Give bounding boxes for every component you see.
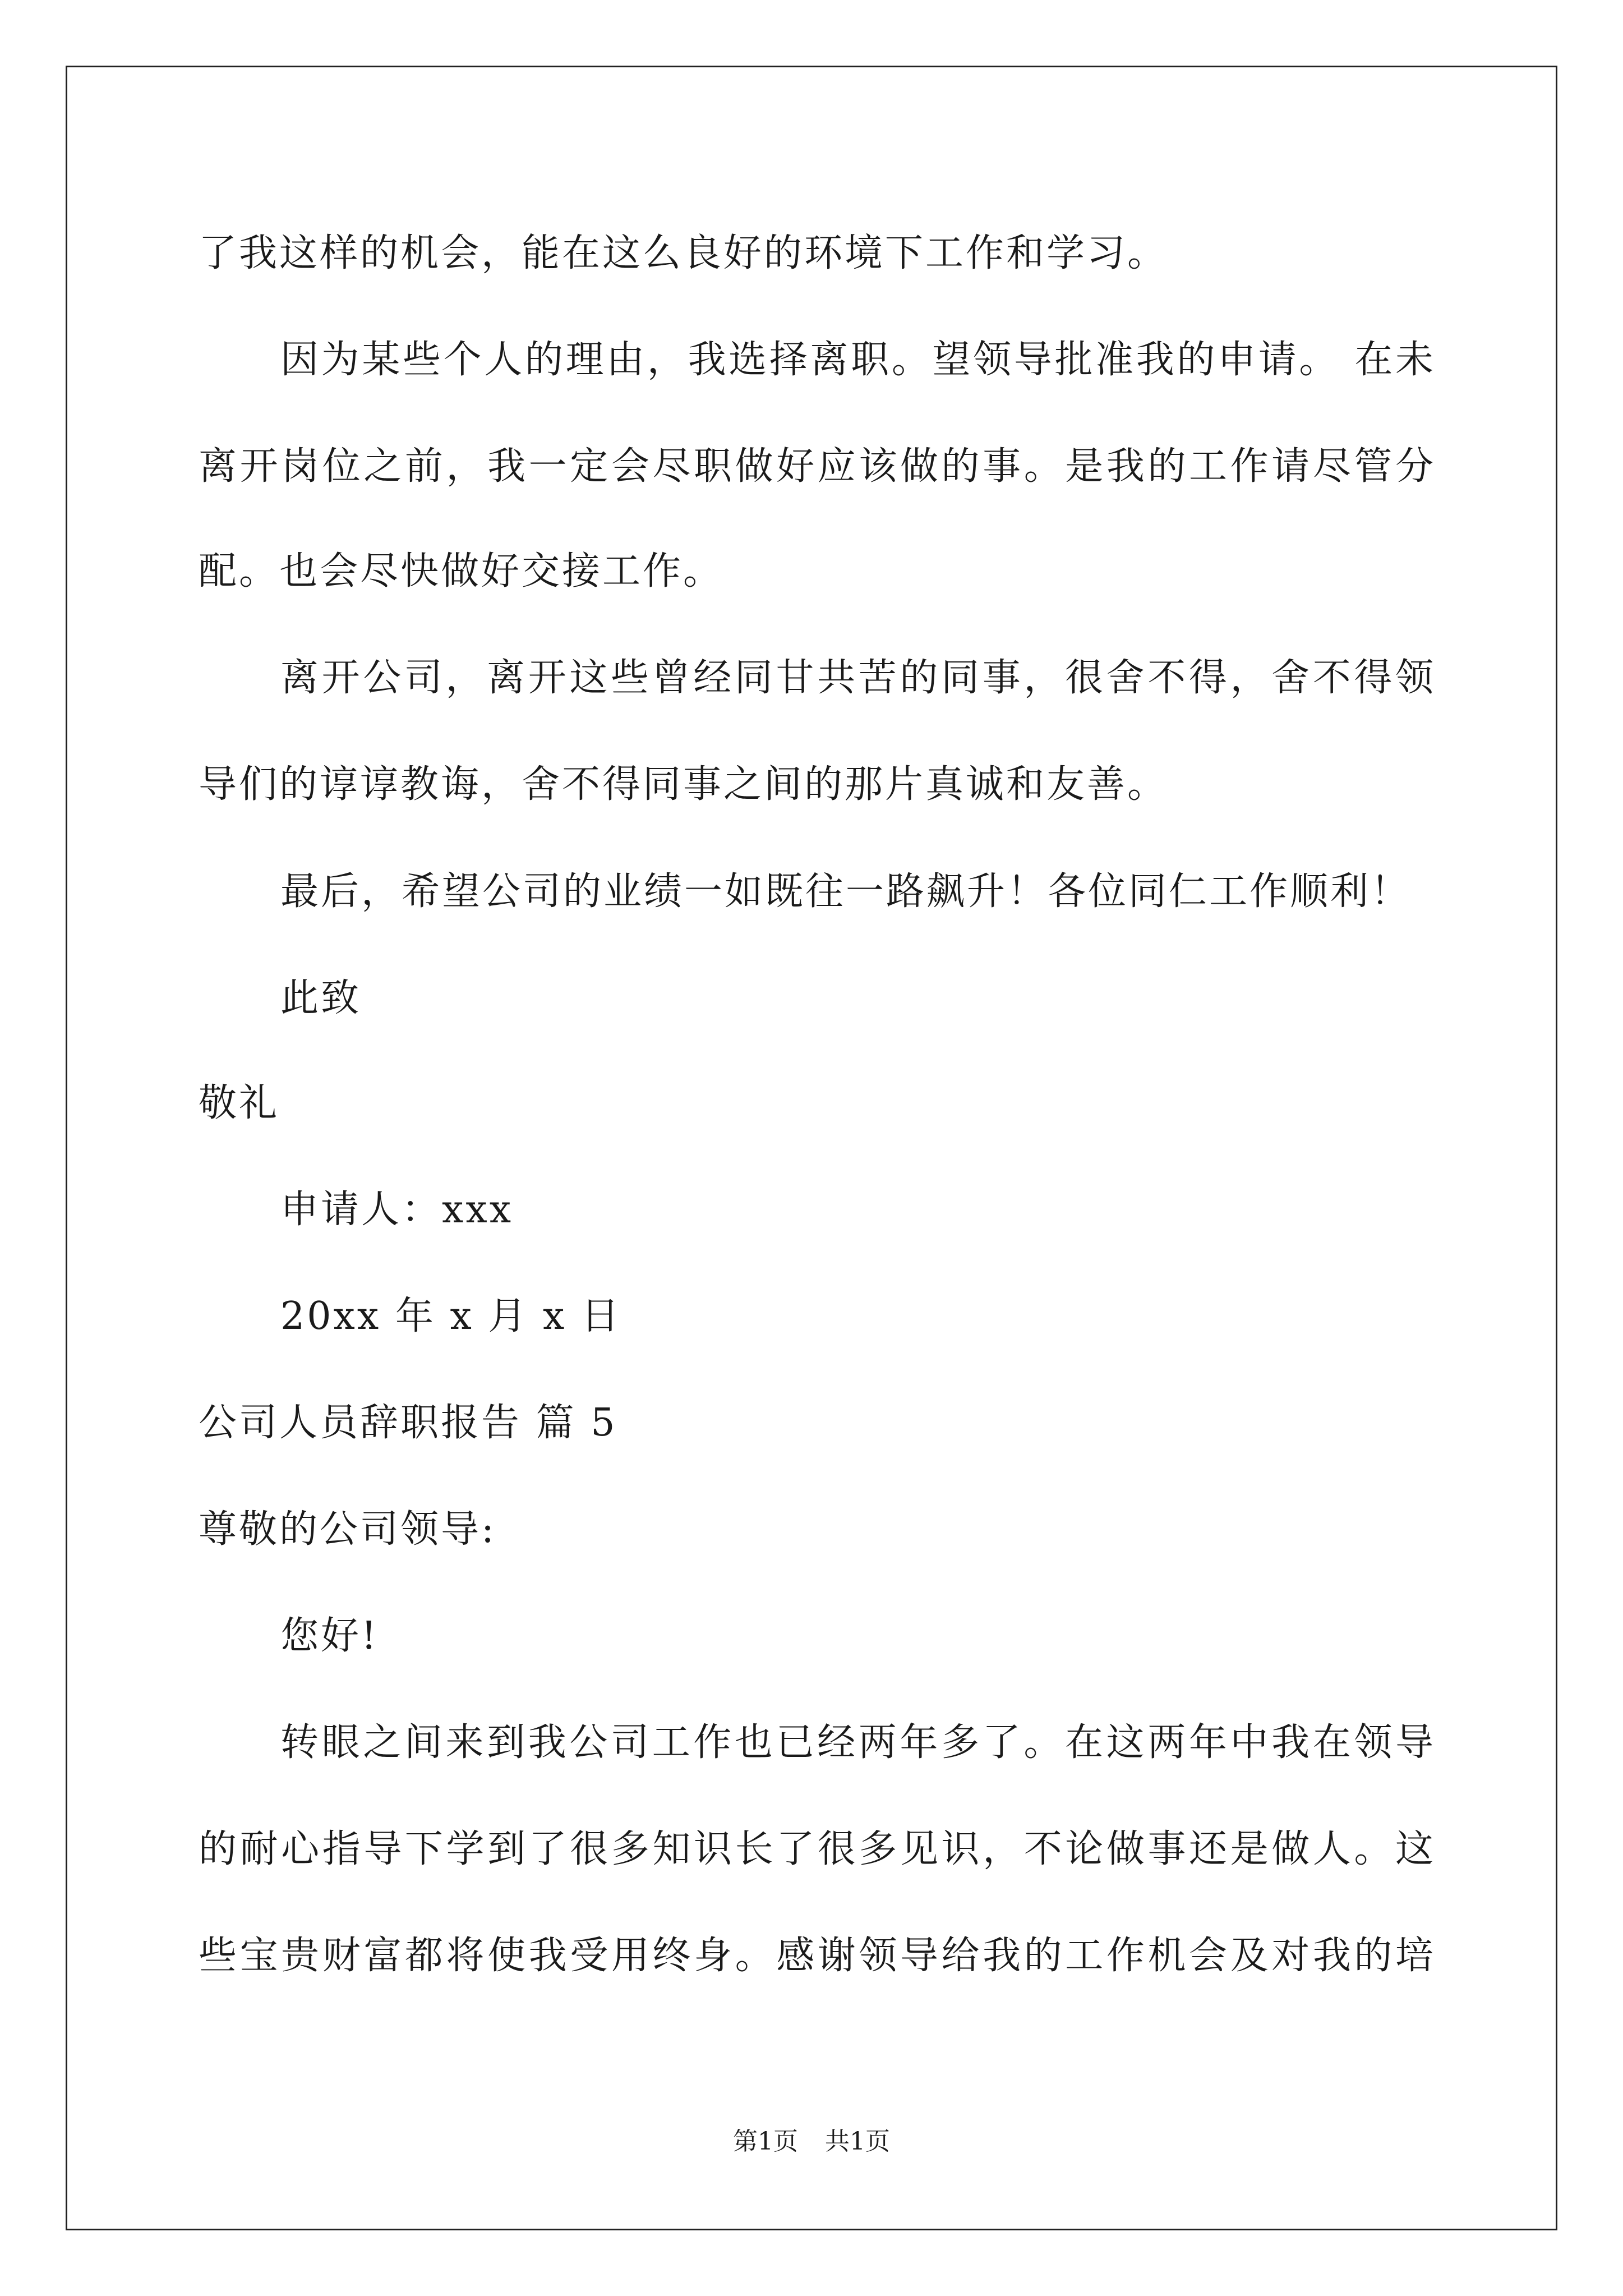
page-footer [0,2129,1623,2154]
closing-salutation: 此致 [280,976,362,1020]
date-line: 20xx 年 x 月 x 日 [280,1294,622,1338]
letter-addressee: 尊敬的公司领导: [199,1507,496,1552]
section-title: 公司人员辞职报告 篇 5 [199,1401,617,1445]
text-line-3: 离开岗位之前，我一定会尽职做好应该做的事。是我的工作请尽管分 [199,444,1436,489]
page-number-current: 第1页 [733,2127,798,2156]
text-line-5: 离开公司，离开这些曾经同甘共苦的同事，很舍不得，舍不得领 [280,656,1436,700]
closing-regards: 敬礼 [199,1081,280,1125]
applicant-line: 申请人：xxx [280,1188,514,1232]
letter-greeting: 您好! [280,1614,379,1658]
text-line-15: 转眼之间来到我公司工作也已经两年多了。在这两年中我在领导 [280,1720,1436,1765]
text-line-2: 因为某些个人的理由，我选择离职。望领导批准我的申请。 在未 [280,338,1436,382]
text-line-17: 些宝贵财富都将使我受用终身。感谢领导给我的工作机会及对我的培 [199,1934,1436,1978]
text-line-7: 最后，希望公司的业绩一如既往一路飙升！各位同仁工作顺利！ [280,869,1412,914]
text-line-4: 配。也会尽快做好交接工作。 [199,549,724,593]
text-line-1: 了我这样的机会，能在这么良好的环境下工作和学习。 [199,231,1168,275]
text-line-6: 导们的谆谆教诲，舍不得同事之间的那片真诚和友善。 [199,762,1168,807]
page-number-total: 共1页 [825,2127,890,2156]
page-border [66,66,1557,2230]
text-line-16: 的耐心指导下学到了很多知识长了很多见识，不论做事还是做人。这 [199,1827,1436,1871]
